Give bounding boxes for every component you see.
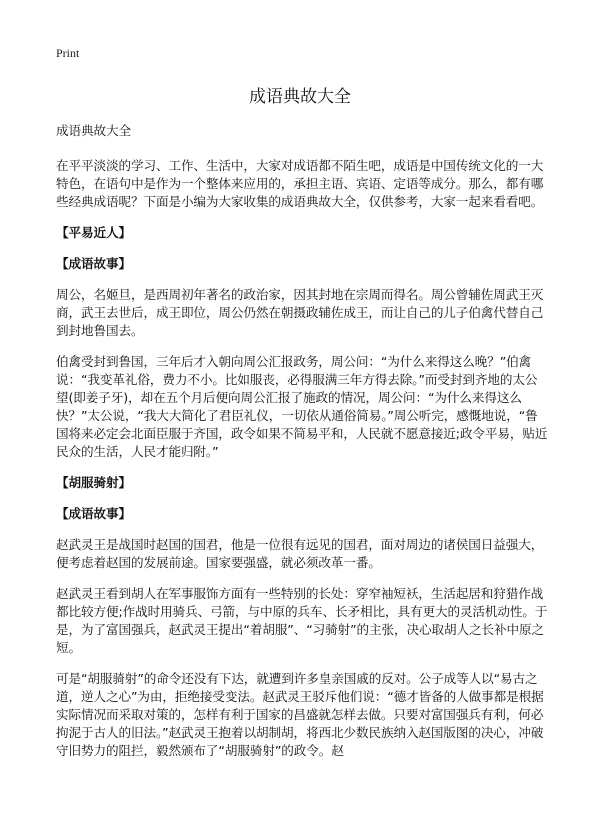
story-paragraph: 伯禽受封到鲁国，三年后才入朝向周公汇报政务，周公问：“为什么来得这么晚？”伯禽说：“我变革礼俗，费力不小。比如服丧，必得服满三年方得去除。”而受封到齐地的太公望(即姜子牙)，却在五个月后便向周公汇报了施政的情况，周公问：“为什么来得这么快？”太公说，“我大大简化了君臣礼仪，一切依从通俗简易。”周公听完，感慨地说，“鲁国将来必定会北面臣服于齐国，政令如果不简易平和，人民就不愿意接近;政令平易，贴近民众的生活，人民才能归附。” bbox=[56, 354, 548, 459]
section-heading-hufuqishe: 【胡服骑射】 bbox=[56, 475, 131, 490]
intro-paragraph: 在平平淡淡的学习、工作、生活中，大家对成语都不陌生吧，成语是中国传统文化的一大特色，在语句中是作为一个整体来应用的，承担主语、宾语、定语等成分。那么，都有哪些经典成语呢？下面是小编为大家收集的成语典故大全，仅供参考，大家一起来看看吧。 bbox=[56, 158, 544, 209]
print-link[interactable]: Print bbox=[56, 46, 80, 60]
page-title: 成语典故大全 bbox=[249, 87, 351, 107]
story-paragraph: 赵武灵王看到胡人在军事服饰方面有一些特别的长处：穿窄袖短袄，生活起居和狩猎作战都比较方便;作战时用骑兵、弓箭，与中原的兵车、长矛相比，具有更大的灵活机动性。于是，为了富国强兵，赵武灵王提出“着胡服”、“习骑射”的主张，决心取胡人之长补中原之短。 bbox=[56, 586, 548, 655]
article-body bbox=[56, 122, 548, 773]
story-paragraph: 周公，名姬旦，是西周初年著名的政治家，因其封地在宗周而得名。周公曾辅佐周武王灭商，武王去世后，成王即位，周公仍然在朝摄政辅佐成王，而让自己的儿子伯禽代替自己到封地鲁国去。 bbox=[56, 287, 544, 338]
story-paragraph: 可是“胡服骑射”的命令还没有下达，就遭到许多皇亲国戚的反对。公子成等人以“易古之道，逆人之心”为由，拒绝接受变法。赵武灵王驳斥他们说：“德才皆备的人做事都是根据实际情况而采取对策的，怎样有利于国家的昌盛就怎样去做。只要对富国强兵有利，何必拘泥于古人的旧法。”赵武灵王抱着以胡制胡，将西北少数民族纳入赵国版图的决心，冲破守旧势力的阻拦，毅然颁布了“胡服骑射”的政令。赵 bbox=[56, 671, 544, 758]
section-heading-pingyijinren: 【平易近人】 bbox=[56, 225, 131, 240]
story-paragraph: 赵武灵王是战国时赵国的国君，他是一位很有远见的国君，面对周边的诸侯国日益强大，便考虑着赵国的发展前途。国家要强盛，就必须改革一番。 bbox=[56, 537, 544, 570]
story-heading: 【成语故事】 bbox=[56, 506, 131, 521]
story-heading: 【成语故事】 bbox=[56, 256, 131, 271]
article-subtitle: 成语典故大全 bbox=[56, 123, 131, 138]
